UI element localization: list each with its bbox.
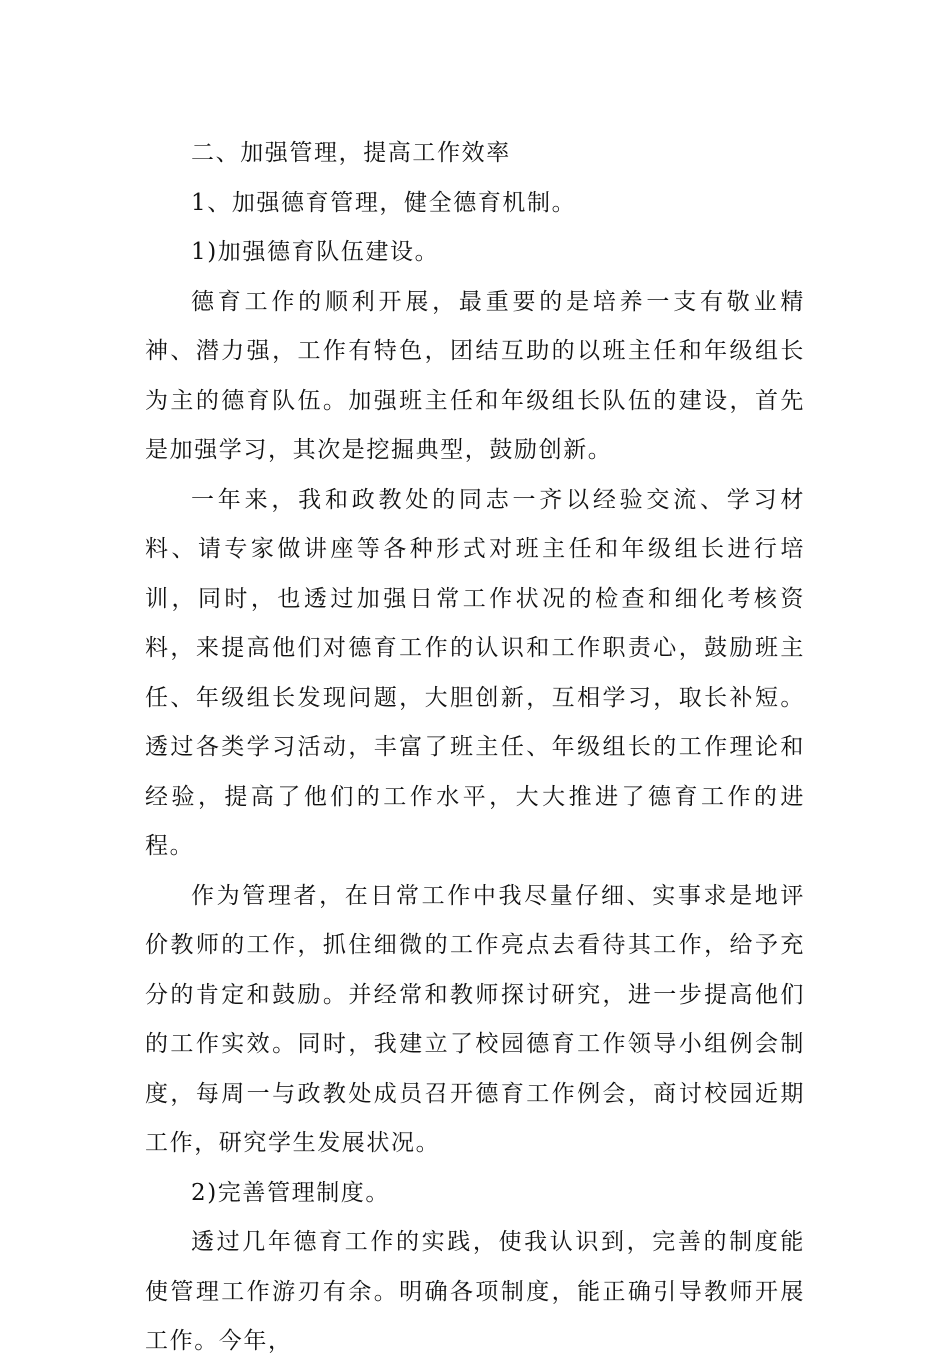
subsection-heading: 1、加强德育管理，健全德育机制。: [191, 189, 577, 216]
document-body: [145, 129, 805, 1367]
item-heading: 2)完善管理制度。: [191, 1179, 391, 1206]
body-paragraph: 作为管理者，在日常工作中我尽量仔细、实事求是地评价教师的工作，抓住细微的工作亮点去看待其工作，给予充分的肯定和鼓励。并经常和教师探讨研究，进一步提高他们的工作实效。同时，我建立了校园德育工作领导小组例会制度，每周一与政教处成员召开德育工作例会，商讨校园近期工作，研究学生发展状况。: [145, 882, 805, 1156]
body-paragraph: 一年来，我和政教处的同志一齐以经验交流、学习材料、请专家做讲座等各种形式对班主任和年级组长进行培训，同时，也透过加强日常工作状况的检查和细化考核资料，来提高他们对德育工作的认识和工作职责心，鼓励班主任、年级组长发现问题，大胆创新，互相学习，取长补短。透过各类学习活动，丰富了班主任、年级组长的工作理论和经验，提高了他们的工作水平，大大推进了德育工作的进程。: [145, 486, 805, 859]
body-paragraph: 德育工作的顺利开展，最重要的是培养一支有敬业精神、潜力强，工作有特色，团结互助的以班主任和年级组长为主的德育队伍。加强班主任和年级组长队伍的建设，首先是加强学习，其次是挖掘典型，鼓励创新。: [145, 288, 805, 463]
item-heading: 1)加强德育队伍建设。: [191, 239, 440, 265]
section-heading: 二、加强管理，提高工作效率: [191, 140, 511, 166]
body-paragraph: 透过几年德育工作的实践，使我认识到，完善的制度能使管理工作游刃有余。明确各项制度，能正确引导教师开展工作。今年，: [145, 1229, 805, 1354]
